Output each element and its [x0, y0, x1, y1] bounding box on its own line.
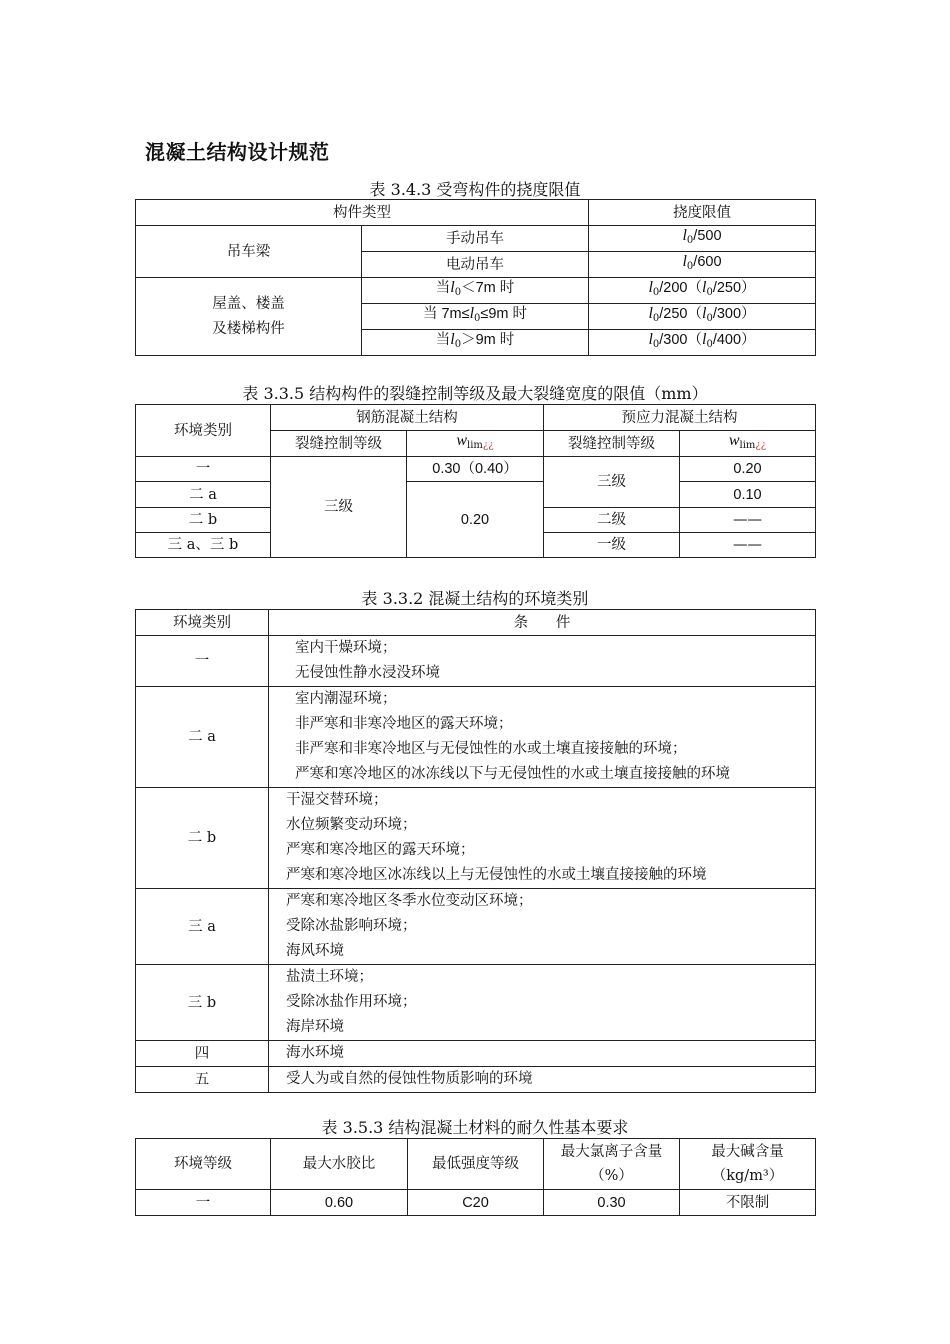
env-row-3: 二 b — [136, 508, 271, 533]
condition-line: 室内干燥环境； — [295, 640, 397, 656]
conditions-cat-5 — [269, 1067, 816, 1093]
pc-wlim-value-1: 0.20 — [680, 457, 816, 482]
header-member-type: 构件类型 — [136, 200, 589, 226]
condition-line: 盐渍土环境； — [286, 969, 373, 985]
header-env-category: 环境类别 — [136, 405, 271, 457]
pc-wlim-value-4: —— — [680, 533, 816, 558]
condition-line: 严寒和寒冷地区的冰冻线以下与无侵蚀性的水或土壤直接接触的环境 — [295, 766, 730, 782]
value-electric-crane: $l_0/600$ — [589, 252, 816, 278]
header-reinforced-concrete: 钢筋混凝土结构 — [271, 405, 544, 431]
pc-grade-value-1: 三级 — [544, 457, 680, 508]
conditions-cat-1 — [269, 636, 816, 687]
condition-line: 严寒和寒冷地区冬季水位变动区环境； — [286, 893, 533, 909]
header-pc-grade: 裂缝控制等级 — [544, 431, 680, 457]
condition-line: 无侵蚀性静水浸没环境 — [295, 665, 440, 681]
durability-requirements-table — [135, 1138, 816, 1216]
condition-line: 非严寒和非寒冷地区的露天环境； — [295, 716, 513, 732]
env-cat-2b: 二 b — [136, 788, 269, 889]
rc-wlim-value-2: 0.20 — [407, 482, 544, 558]
group-crane-beam: 吊车梁 — [136, 226, 362, 278]
header-max-alkali — [680, 1139, 816, 1190]
condition-line: 严寒和寒冷地区冰冻线以上与无侵蚀性的水或土壤直接接触的环境 — [286, 867, 707, 883]
header-max-alkali-line1: 最大碱含量 — [711, 1144, 784, 1160]
header-max-wb-ratio: 最大水胶比 — [271, 1139, 408, 1190]
condition-line: 干湿交替环境； — [286, 792, 388, 808]
header-max-chloride-line2: （%） — [590, 1168, 633, 1184]
value-span-gt-9m: $l_0/300(l_0/400)$ — [589, 330, 816, 356]
group-roof-floor-stairs — [136, 278, 362, 356]
env-row-1: 一 — [136, 457, 271, 482]
condition-line: 受除冰盐作用环境； — [286, 994, 417, 1010]
row-span-gt-9m: 当$l_0>9m$ 时 — [362, 330, 589, 356]
environment-category-table — [135, 609, 816, 1093]
conditions-cat-4 — [269, 1041, 816, 1067]
group-line-1: 屋盖、楼盖 — [212, 295, 285, 312]
header-rc-grade: 裂缝控制等级 — [271, 431, 407, 457]
header-env-category: 环境类别 — [136, 610, 269, 636]
env-cat-5: 五 — [136, 1067, 269, 1093]
document-title: 混凝土结构设计规范 — [145, 140, 330, 164]
env-cat-3a: 三 a — [136, 889, 269, 965]
row-manual-crane: 手动吊车 — [362, 226, 589, 252]
crack-control-table — [135, 404, 816, 558]
conditions-cat-3b — [269, 965, 816, 1041]
header-max-alkali-line2: （kg/m³） — [711, 1168, 784, 1184]
table-caption-deflection: 表 3.4.3 受弯构件的挠度限值 — [369, 180, 581, 199]
row-electric-crane: 电动吊车 — [362, 252, 589, 278]
header-rc-wlim: $w_{lim¿¿}$ — [407, 431, 544, 457]
env-cat-3b: 三 b — [136, 965, 269, 1041]
deflection-limit-table — [135, 199, 816, 356]
condition-line: 海风环境 — [286, 943, 344, 959]
header-max-chloride — [544, 1139, 680, 1190]
env-row-4: 三 a、三 b — [136, 533, 271, 558]
cell-max-wb-ratio: 0.60 — [271, 1190, 408, 1216]
header-pc-wlim: $w_{lim¿¿}$ — [680, 431, 816, 457]
rc-grade-value: 三级 — [271, 457, 407, 558]
pc-wlim-value-2: 0.10 — [680, 482, 816, 508]
env-cat-2a: 二 a — [136, 687, 269, 788]
table-caption-crack: 表 3.3.5 结构构件的裂缝控制等级及最大裂缝宽度的限值（mm） — [242, 384, 708, 403]
header-prestressed-concrete: 预应力混凝土结构 — [544, 405, 816, 431]
conditions-cat-3a — [269, 889, 816, 965]
condition-line: 受除冰盐影响环境； — [286, 918, 417, 934]
cell-max-alkali: 不限制 — [680, 1190, 816, 1216]
condition-line: 受人为或自然的侵蚀性物质影响的环境 — [286, 1071, 533, 1087]
header-deflection-limit: 挠度限值 — [589, 200, 816, 226]
cell-env-grade: 一 — [136, 1190, 271, 1216]
env-cat-4: 四 — [136, 1041, 269, 1067]
pc-grade-value-3: 二级 — [544, 508, 680, 533]
condition-line: 水位频繁变动环境； — [286, 817, 417, 833]
row-span-7-9m: 当 $7m\le l_0\le 9m$ 时 — [362, 304, 589, 330]
rc-wlim-value-1: 0.30（0.40） — [407, 457, 544, 482]
pc-wlim-value-3: —— — [680, 508, 816, 533]
condition-line: 室内潮湿环境； — [295, 691, 397, 707]
condition-line: 严寒和寒冷地区的露天环境； — [286, 842, 475, 858]
header-min-strength: 最低强度等级 — [408, 1139, 544, 1190]
conditions-cat-2a — [269, 687, 816, 788]
header-max-chloride-line1: 最大氯离子含量 — [560, 1144, 663, 1160]
row-span-lt-7m: 当$l_0<7m$ 时 — [362, 278, 589, 304]
condition-line: 海岸环境 — [286, 1019, 344, 1035]
table-caption-durability: 表 3.5.3 结构混凝土材料的耐久性基本要求 — [321, 1118, 629, 1137]
conditions-cat-2b — [269, 788, 816, 889]
value-span-lt-7m: $l_0/200(l_0/250)$ — [589, 278, 816, 304]
cell-min-strength: C20 — [408, 1190, 544, 1216]
env-cat-1: 一 — [136, 636, 269, 687]
cell-max-chloride: 0.30 — [544, 1190, 680, 1216]
pc-grade-value-4: 一级 — [544, 533, 680, 558]
value-span-7-9m: $l_0/250(l_0/300)$ — [589, 304, 816, 330]
env-row-2: 二 a — [136, 482, 271, 508]
condition-line: 海水环境 — [286, 1045, 344, 1061]
condition-line: 非严寒和非寒冷地区与无侵蚀性的水或土壤直接接触的环境； — [295, 741, 687, 757]
header-conditions: 条 件 — [269, 610, 816, 636]
group-line-2: 及楼梯构件 — [212, 320, 285, 337]
value-manual-crane: $l_0/500$ — [589, 226, 816, 252]
table-caption-environment: 表 3.3.2 混凝土结构的环境类别 — [361, 589, 589, 608]
header-env-grade: 环境等级 — [136, 1139, 271, 1190]
